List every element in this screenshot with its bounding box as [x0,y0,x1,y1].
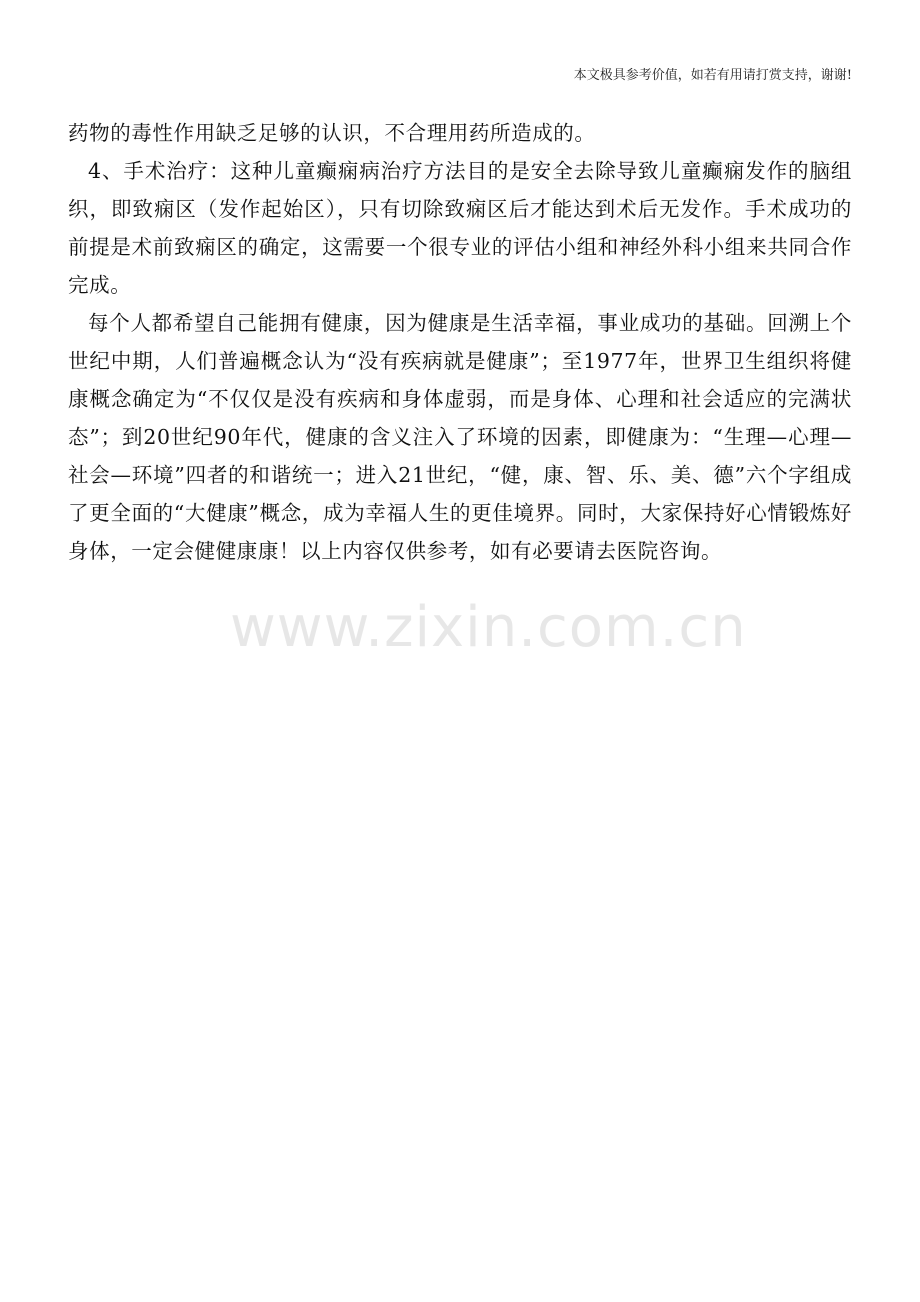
paragraph-continuation: 药物的毒性作用缺乏足够的认识，不合理用药所造成的。 [68,121,596,145]
watermark: www.zixin.com.cn [230,595,747,660]
paragraph-surgery-treatment: 4、手术治疗：这种儿童癫痫病治疗方法目的是安全去除导致儿童癫痫发作的脑组织，即致痫区（发作起始区），只有切除致痫区后才能达到术后无发作。手术成功的前提是术前致痫区的确定，这需要一个很专业的评估小组和神经外科小组来共同合作完成。 [68,159,852,297]
paragraph-health-concept: 每个人都希望自己能拥有健康，因为健康是生活幸福，事业成功的基础。回溯上个世纪中期，人们普遍概念认为“没有疾病就是健康”；至1977年，世界卫生组织将健康概念确定为“不仅仅是没有疾病和身体虚弱，而是身体、心理和社会适应的完满状态”；到20世纪90年代，健康的含义注入了环境的因素，即健康为：“生理—心理—社会—环境”四者的和谐统一；进入21世纪，“健，康、智、乐、美、德”六个字组成了更全面的“大健康”概念，成为幸福人生的更佳境界。同时，大家保持好心情锻炼好身体，一定会健健康康！以上内容仅供参考，如有必要请去医院咨询。 [68,311,852,563]
body-text [68,114,852,570]
header-note: 本文极具参考价值，如若有用请打赏支持，谢谢! [573,68,852,83]
